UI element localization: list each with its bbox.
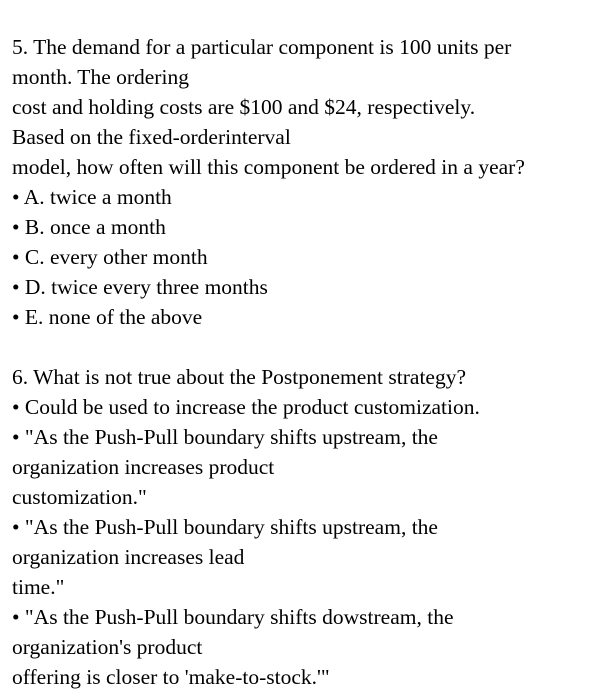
document-body [12,32,592,692]
question-6-option-4-line-3: offering is closer to 'make-to-stock.'" [12,665,330,689]
question-6-option-2-line-1: • "As the Push-Pull boundary shifts upstream, the [12,425,438,449]
question-5-stem-line-3: cost and holding costs are $100 and $24, respectively. [12,95,476,119]
question-6-option-2-line-2: organization increases product [12,455,275,479]
question-5-option-a: • A. twice a month [12,185,172,209]
question-5-option-b: • B. once a month [12,215,166,239]
question-6 [12,362,592,692]
question-6-option-3-line-2: organization increases lead [12,545,245,569]
question-6-option-4-line-1: • "As the Push-Pull boundary shifts dowstream, the [12,605,454,629]
question-6-option-1: • Could be used to increase the product customization. [12,395,480,419]
question-6-option-3-line-1: • "As the Push-Pull boundary shifts upstream, the [12,515,438,539]
question-6-option-4-line-2: organization's product [12,635,203,659]
question-5-stem-line-4: Based on the fixed-orderinterval [12,125,291,149]
question-5 [12,32,592,332]
question-6-option-3-line-3: time." [12,575,65,599]
question-6-stem-line-1: 6. What is not true about the Postponement strategy? [12,365,466,389]
question-5-option-d: • D. twice every three months [12,275,268,299]
question-5-option-c: • C. every other month [12,245,208,269]
question-5-stem-line-5: model, how often will this component be ordered in a year? [12,155,525,179]
question-5-stem-line-1: 5. The demand for a particular component is 100 units per [12,35,512,59]
question-6-option-2-line-3: customization." [12,485,147,509]
paragraph-gap [12,332,592,362]
question-5-stem-line-2: month. The ordering [12,65,189,89]
question-5-option-e: • E. none of the above [12,305,203,329]
